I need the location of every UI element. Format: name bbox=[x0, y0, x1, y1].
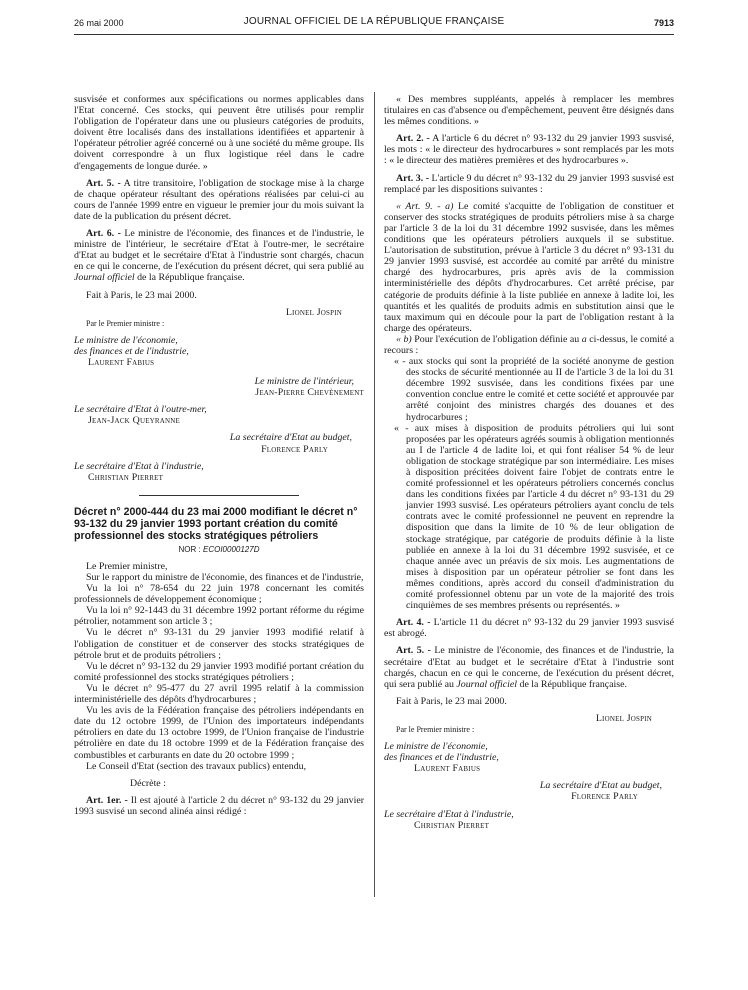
signatory-title: La secrétaire d'Etat au budget, bbox=[539, 780, 662, 792]
article-3: Art. 3. - L'article 9 du décret n° 93-132 du 29 janvier 1993 susvisé est remplacé par les dispositions suivantes : bbox=[384, 172, 674, 195]
paragraph: « Des membres suppléants, appelés à remplacer les membres titulaires en cas d'absence ou d'empêchement, peuvent être désignés dans les mêmes conditions. » bbox=[384, 94, 674, 128]
signatory-title: La secrétaire d'Etat au budget, bbox=[229, 432, 352, 444]
signature-date: Fait à Paris, le 23 mai 2000. bbox=[396, 695, 507, 707]
signatory-name: Lionel Jospin bbox=[285, 306, 342, 318]
paragraph: Vu les avis de la Fédération française des pétroliers indépendants en date du 12 octobre 1999, de l'Union des importateurs indépendants pétroliers en date du 13 octobre 1999, de l'Union française de l'industrie pétrolière en date du 18 octobre 1999 et de la Fédération française des combustibles et carburants en date du 20 octobre 1999 ; bbox=[74, 705, 364, 761]
header-page-number: 7913 bbox=[653, 18, 674, 28]
signatory-name: Florence Parly bbox=[571, 791, 638, 803]
left-column bbox=[74, 94, 364, 817]
paragraph: Vu le décret n° 93-131 du 29 janvier 1993 modifié relatif à l'obligation de constituer et de conserver des stocks stratégiques de pétrole brut et de produits pétroliers ; bbox=[74, 627, 364, 661]
article-5: Art. 5. - A titre transitoire, l'obligation de stockage mise à la charge de chaque opérateur résultant des opérations réalisées par celui-ci au cours de l'année 1999 entre en vigueur le premier jour du mois suivant la date de la publication du présent décret. bbox=[74, 177, 364, 222]
paragraph: Vu la loi n° 78-654 du 22 juin 1978 concernant les comités professionnels de développement économique ; bbox=[74, 583, 364, 606]
section-divider bbox=[139, 495, 299, 496]
decree-title: Décret n° 2000-444 du 23 mai 2000 modifiant le décret n° 93-132 du 29 janvier 1993 portant création du comité professionnel des stocks stratégiques pétroliers bbox=[74, 505, 358, 542]
paragraph: Vu le décret n° 95-477 du 27 avril 1995 relatif à la commission interministérielle des dépôts d'hydrocarbures ; bbox=[74, 682, 364, 706]
signature-date: Fait à Paris, le 23 mai 2000. bbox=[86, 289, 197, 301]
header-date: 26 mai 2000 bbox=[74, 18, 124, 28]
signatory-name: Laurent Fabius bbox=[88, 356, 155, 368]
paragraph: susvisée et conformes aux spécifications ou normes applicables dans l'Etat concerné. Ces stocks, qui peuvent être utilisés pour remplir l'obligation de l'opérateur dans une ou plusieurs catégories de produits, doivent être localisés dans des installations identifiées et appartenir à l'opérateur pétrolier agréé concerné ou à une société du même groupe. Ils doivent correspondre à un flux logistique réel dans le cadre d'engagements de longue durée. » bbox=[74, 94, 364, 172]
signatory-name: Florence Parly bbox=[261, 443, 328, 455]
paragraph: Vu le décret n° 93-132 du 29 janvier 1993 modifié portant création du comité professionnel des stocks stratégiques pétroliers ; bbox=[74, 660, 364, 683]
list-item: « - aux stocks qui sont la propriété de la société anonyme de gestion des stocks de sécurité mentionnée au II de l'article 3 de la loi du 31 décembre 1992 susvisée, dans les conditions fixées par une convention conclue entre le comité et cette société et approuvée par arrêté conjoint des ministres chargés des douanes et des hydrocarbures ; bbox=[394, 356, 674, 423]
decree-statement: Décrète : bbox=[130, 777, 166, 789]
nor-reference: NOR : ECOI0000127D bbox=[178, 544, 260, 554]
header-journal-title: JOURNAL OFFICIEL DE LA RÉPUBLIQUE FRANÇAISE bbox=[243, 16, 505, 27]
article-2: Art. 2. - A l'article 6 du décret n° 93-132 du 29 janvier 1993 susvisé, les mots : « le directeur des hydrocarbures » sont remplacés par les mots : « le directeur des matières premières et des hydrocarbures ». bbox=[384, 133, 674, 167]
signatory-title: Le secrétaire d'Etat à l'industrie, bbox=[384, 808, 514, 820]
article-6: Art. 6. - Le ministre de l'économie, des finances et de l'industrie, le ministre de l'intérieur, le secrétaire d'Etat à l'outre-mer, le secrétaire d'Etat au budget et le secrétaire d'Etat à l'industrie sont chargés, chacun en ce qui le concerne, de l'exécution du présent décret, qui sera publié au Journal officiel de la République française. bbox=[74, 228, 365, 284]
header-rule bbox=[74, 34, 674, 35]
signatory-name: Laurent Fabius bbox=[414, 763, 481, 775]
signatory-title: Le secrétaire d'Etat à l'outre-mer, bbox=[74, 404, 207, 416]
signature-intro: Par le Premier ministre : bbox=[396, 724, 475, 734]
signatory-title: Le ministre de l'intérieur, bbox=[254, 376, 354, 388]
article-1: Art. 1er. - Il est ajouté à l'article 2 du décret n° 93-132 du 29 janvier 1993 susvisé un second alinéa ainsi rédigé : bbox=[74, 794, 364, 817]
signatory-title: des finances et de l'industrie, bbox=[384, 752, 499, 764]
article-9-b: « b) Pour l'exécution de l'obligation définie au a ci-dessus, le comité a recours : bbox=[384, 333, 674, 356]
signatory-title: Le secrétaire d'Etat à l'industrie, bbox=[74, 460, 204, 472]
page-header bbox=[74, 16, 674, 32]
paragraph: Vu la loi n° 92-1443 du 31 décembre 1992 portant réforme du régime pétrolier, notamment son article 3 ; bbox=[74, 605, 364, 628]
right-column bbox=[384, 94, 674, 831]
signatory-name: Jean-Jack Queyranne bbox=[88, 415, 181, 427]
signatory-title: Le ministre de l'économie, bbox=[384, 741, 488, 753]
paragraph: Sur le rapport du ministre de l'économie, des finances et de l'industrie, bbox=[86, 572, 364, 583]
article-4: Art. 4. - L'article 11 du décret n° 93-132 du 29 janvier 1993 susvisé est abrogé. bbox=[384, 617, 674, 640]
column-divider bbox=[374, 92, 375, 897]
signatory-name: Christian Pierret bbox=[88, 471, 164, 483]
list-item: « - aux mises à disposition de produits pétroliers qui lui sont proposées par les opérateurs agréés soumis à obligation mentionnés au I de l'article 4 de ladite loi, et qui font réaliser 54 % de leur obligation de stockage stratégique par son intermédiaire. Les mises à disposition précitées doivent faire l'objet de contrats entre le comité professionnel et les opérateurs pétroliers concernés conclus dans les conditions fixées par l'article 4 du décret n° 93-131 du 29 janvier 1993 susvisé. Les opérateurs pétroliers ayant conclu de tels contrats avec le comité professionnel ne peuvent en reprendre la disposition que dans la limite de 10 % de leur obligation de stockage stratégique, par catégorie de produits définie à la liste publiée en annexe à la loi du 31 décembre 1992 susvisée, et ce chaque année avec un préavis de six mois. Les augmentations de mises à disposition par un opérateur pétrolier se font dans les mêmes conditions, après accord du conseil d'administration du comité professionnel obtenu par un vote de la majorité des trois cinquièmes de ses membres présents ou représentés. » bbox=[394, 422, 674, 612]
signatory-title: des finances et de l'industrie, bbox=[74, 345, 189, 357]
signatory-title: Le ministre de l'économie, bbox=[74, 334, 178, 346]
signatory-name: Lionel Jospin bbox=[595, 712, 652, 724]
signatory-name: Christian Pierret bbox=[414, 819, 490, 831]
article-5: Art. 5. - Le ministre de l'économie, des finances et de l'industrie, la secrétaire d'Etat au budget et le secrétaire d'Etat à l'industrie sont chargés, chacun en ce qui le concerne, de l'exécution du présent décret, qui sera publié au Journal officiel de la République française. bbox=[384, 645, 675, 690]
signatory-name: Jean-Pierre Chevènement bbox=[255, 387, 364, 399]
signature-intro: Par le Premier ministre : bbox=[86, 318, 165, 328]
article-9-a: « Art. 9. - a) Le comité s'acquitte de l'obligation de constituer et conserver des stocks stratégiques de produits pétroliers mise à sa charge par l'article 3 de la loi du 31 décembre 1992 susvisée, dans les mêmes conditions que les opérateurs pétroliers auxquels il se substitue. L'autorisation de substitution, prévue à l'article 3 du décret n° 93-131 du 29 janvier 1993 susvisé, est accordée au comité par arrêté du ministre chargé des hydrocarbures, pris après avis de la commission interministérielle des dépôts d'hydrocarbures. Cet arrêté précise, par catégorie de produits définie à la liste publiée en annexe à ladite loi, les quantités et les qualités de produits admis en substitution ainsi que le taux maximum qui en découle pour la part de l'obligation restant à la charge des opérateurs. bbox=[384, 200, 674, 334]
paragraph: Le Premier ministre, bbox=[86, 560, 168, 572]
paragraph: Le Conseil d'Etat (section des travaux publics) entendu, bbox=[86, 760, 307, 772]
